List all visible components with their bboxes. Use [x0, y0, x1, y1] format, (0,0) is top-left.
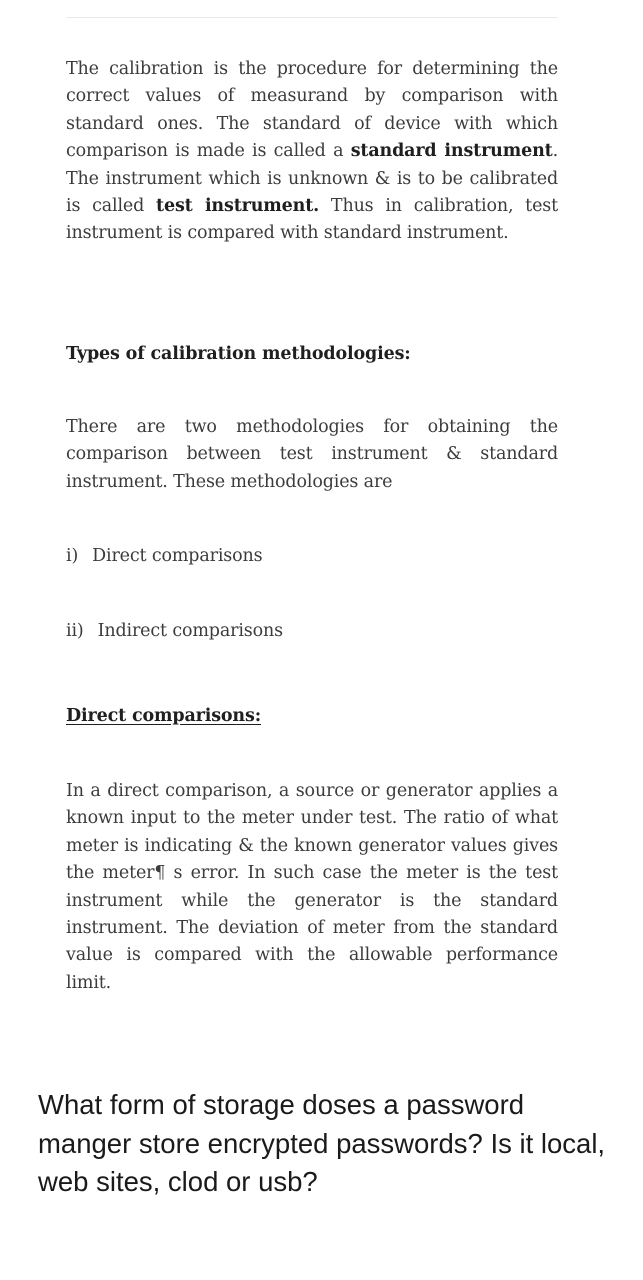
list-item-direct — [66, 546, 558, 566]
direct-comparisons-heading: Direct comparisons: — [66, 706, 262, 726]
intro-bold-test-instrument: test instrument. — [156, 196, 320, 217]
list-marker: i) — [66, 546, 79, 566]
list-marker: ii) — [66, 621, 84, 641]
types-paragraph: There are two methodologies for obtaining the comparison between test instrument & standard instrument. These methodologies are — [66, 417, 558, 492]
intro-bold-standard-instrument: standard instrument — [350, 141, 553, 162]
types-heading: Types of calibration methodologies: — [66, 344, 411, 364]
intro-text-3: Thus in calibration, test instrument is compared with standard instrument. — [66, 196, 558, 244]
list-label: Indirect comparisons — [97, 621, 283, 641]
intro-paragraph — [66, 56, 558, 248]
question-text: What form of storage doses a password manger store encrypted passwords? Is it local, web sites, clod or usb? — [38, 1089, 606, 1197]
list-label: Direct comparisons — [92, 546, 263, 566]
list-item-indirect — [66, 621, 558, 641]
intro-text-2: . The instrument which is unknown & is to be calibrated is called — [66, 141, 559, 217]
intro-text-1: The calibration is the procedure for determining the correct values of measurand by comparison with standard ones. The standard of device with which comparison is made is called a — [66, 59, 558, 162]
top-divider — [66, 17, 558, 18]
direct-comparisons-paragraph: In a direct comparison, a source or generator applies a known input to the meter under test. The ratio of what meter is indicating & the known generator values gives the meter¶ s error. In such case the meter is the test instrument while the generator is the standard instrument. The deviation of meter from the standard value is compared with the allowable performance limit. — [66, 781, 558, 993]
